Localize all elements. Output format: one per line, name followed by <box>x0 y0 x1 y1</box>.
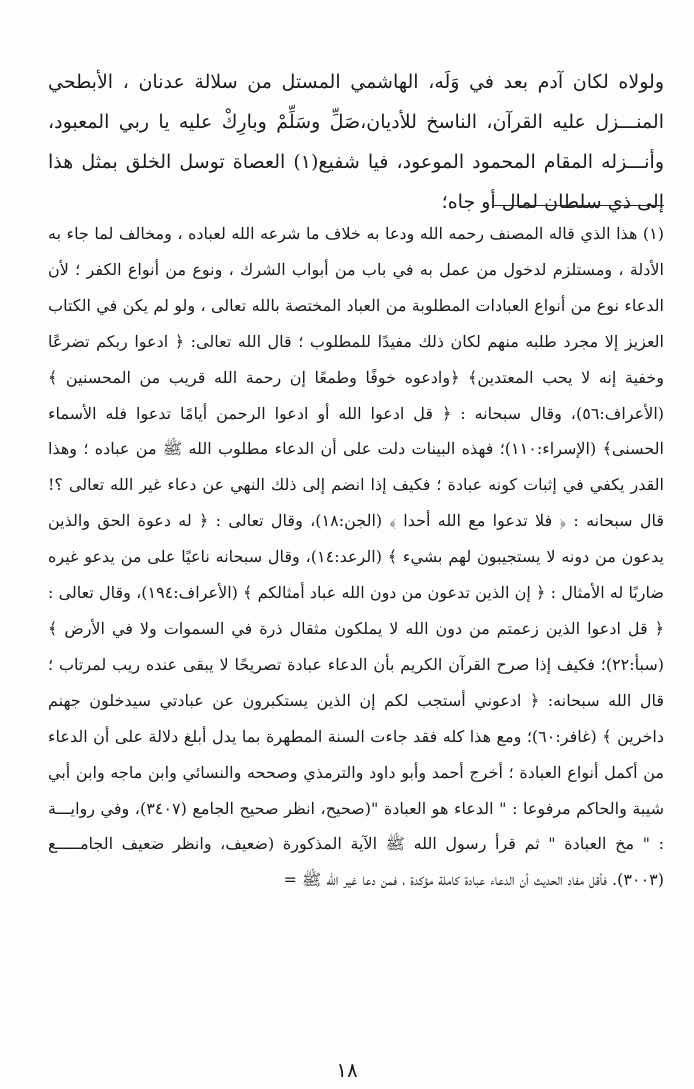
footnote-block <box>48 216 664 898</box>
page-number: ١٨ <box>336 1058 358 1082</box>
main-paragraph: ولولاه لكان آدم بعد في وَلَه، الهاشمي المستل من سلالة عدنان ، الأبطحي المنـــزل عليه القرآن، الناسخ للأديان،صَلِّ وسَلِّمْ وبارِكْ عليه يا ربي المعبود، وأنـــزله المقام المحمود الموعود، فيا شفيع(١) العصاة توسل الخلق بمثل هذا إلى ذي سلطان لمال أو جاه؛ <box>48 71 664 213</box>
footnote-paragraph: (١) هذا الذي قاله المصنف رحمه الله ودعا به خلاف ما شرعه الله لعباده ، ومخالف لما جاء به الأدلة ، ومستلزم لدخول من عمل به في باب من أبواب الشرك ، ونوع من أنواع الكفر ؛ لأن الدعاء نوع من أنواع العبادات المطلوبة من العباد المختصة بالله تعالى ، ولو لم يكن في الكتاب العزيز إلا مجرد طلبه منهم لكان ذلك مفيدًا للمطلوب ؛ قال الله تعالى: ﴿ ادعوا ربكم تضرعًا وخفية إنه لا يحب المعتدين﴾ ﴿وادعوه خوفًا وطمعًا إن رحمة الله قريب من المحسنين ﴾ (الأعراف:٥٦)، وقال سبحانه : ﴿ قل ادعوا الله أو ادعوا الرحمن أيامًا تدعوا فله الأسماء الحسنى﴾ (الإسراء:١١٠)؛ فهذه البينات دلت على أن الدعاء مطلوب الله ﷺ من عباده ؛ وهذا القدر يكفي في إثبات كونه عبادة ؛ فكيف إذا انضم إلى ذلك النهي عن دعاء غير الله تعالى ؟! قال سبحانه : ﴿ فلا تدعوا مع الله أحدا ﴾ (الجن:١٨)، وقال تعالى : ﴿ له دعوة الحق والذين يدعون من دونه لا يستجيبون لهم بشيء ﴾ (الرعد:١٤)، وقال سبحانه ناعيًا على من يدعو غيره ضاربًا له الأمثال : ﴿ إن الذين تدعون من دون الله عباد أمثالكم ﴾ (الأعراف:١٩٤)، وقال تعالى : ﴿ قل ادعوا الذين زعمتم من دون الله لا يملكون مثقال ذرة في السموات ولا في الأرض ﴾ (سبأ:٢٢)؛ فكيف إذا صرح القرآن الكريم بأن الدعاء عبادة تصريحًا لا يبقى عنده ريب لمرتاب ؛ قال الله سبحانه: ﴿ ادعوني أستجب لكم إن الذين يستكبرون عن عبادتي سيدخلون جهنم داخرين ﴾ (غافر:٦٠)؛ ومع هذا كله فقد جاءت السنة المطهرة بما يدل أبلغ دلالة على أن الدعاء من أكمل أنواع العبادة ؛ أخرج أحمد وأبو داود والترمذي وصححه والنسائي وابن ماجه وابن أبي شيبة والحاكم مرفوعا : " الدعاء هو العبادة "(صحيح، انظر صحيح الجامع (٣٤٠٧)، وفي روايـــة : " مخ العبادة " ثم قرأ رسول الله ﷺ الآية المذكورة (ضعيف، وانظر ضعيف الجامـــــع (٣٠٠٣). فأقل مفاد الحديث أن الدعاء عبادة كاملة مؤكدة ، فمن دعا غير الله ﷺ = <box>48 224 665 890</box>
main-text-block <box>48 62 664 222</box>
footnote-divider <box>494 205 664 206</box>
